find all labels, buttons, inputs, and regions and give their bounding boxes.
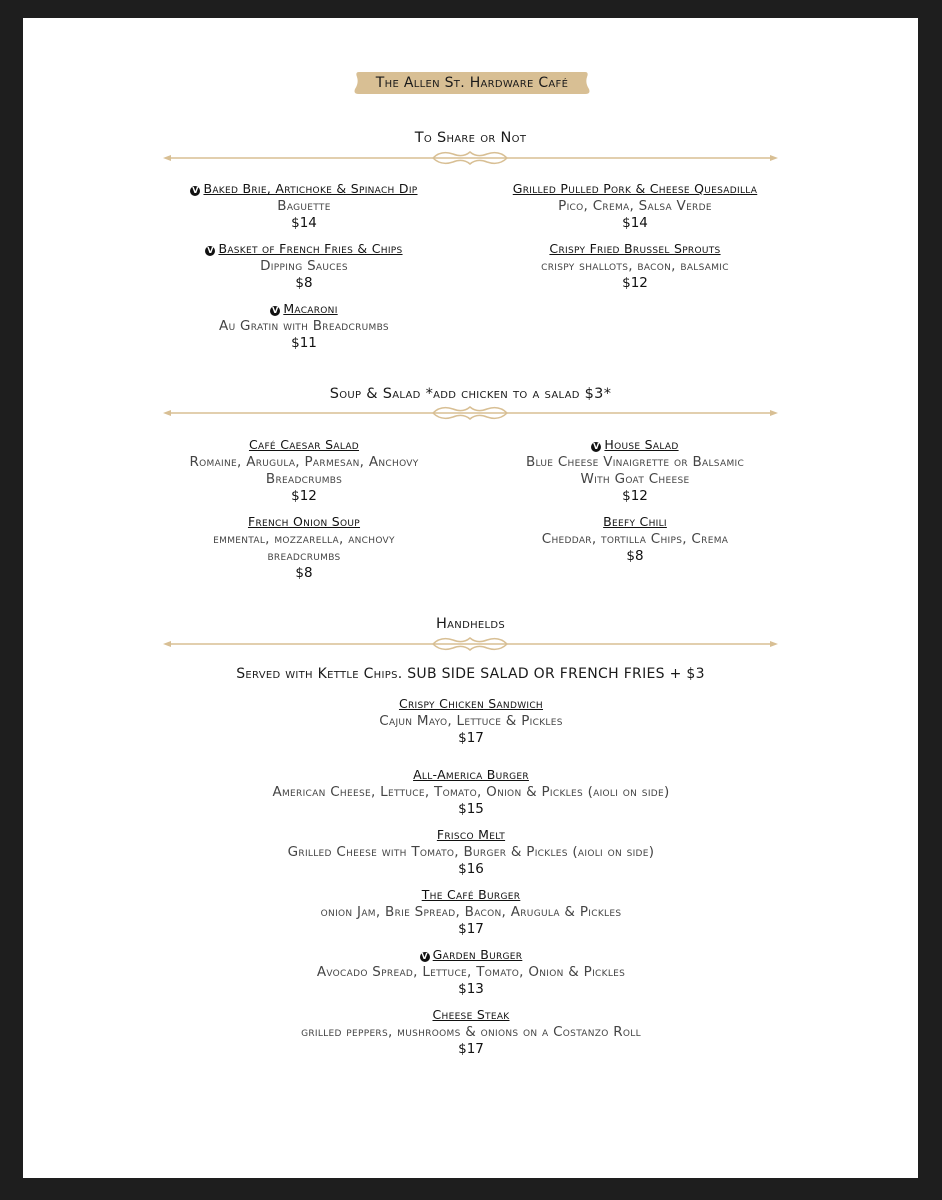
item-price: $17 [458, 921, 484, 937]
item-name: French Onion Soup [247, 514, 361, 529]
item-description: Baguette [277, 198, 331, 214]
item-description-line2: breadcrumbs [267, 548, 341, 564]
item-description: Au Gratin with Breadcrumbs [219, 318, 389, 334]
menu-item [124, 300, 484, 352]
item-description: grilled peppers, mushrooms & onions on a Costanzo Roll [301, 1024, 641, 1040]
ornament-divider-icon [163, 148, 778, 168]
menu-item [455, 513, 815, 565]
item-name: Grilled Pulled Pork & Cheese Quesadilla [512, 181, 758, 196]
item-price: $13 [458, 981, 484, 997]
item-description: Dipping Sauces [260, 258, 348, 274]
item-name: Frisco Melt [436, 827, 506, 842]
menu-item [455, 180, 815, 232]
item-description: Cajun Mayo, Lettuce & Pickles [379, 713, 563, 729]
item-name: V Macaroni [272, 301, 338, 316]
section-title-share: To Share or Not [414, 130, 527, 146]
item-description: Grilled Cheese with Tomato, Burger & Pickles (aioli on side) [287, 844, 655, 860]
menu-item [124, 436, 484, 505]
item-description-line2: Breadcrumbs [265, 471, 343, 487]
item-name: Café Caesar Salad [248, 437, 360, 452]
item-description: emmental, mozzarella, anchovy [213, 531, 395, 547]
menu-item [171, 1006, 771, 1058]
item-price: $17 [458, 1041, 484, 1057]
item-name: V Garden Burger [421, 947, 523, 962]
item-description: Romaine, Arugula, Parmesan, Anchovy [189, 454, 419, 470]
v-circle-icon: V [192, 186, 199, 195]
v-circle-icon: V [593, 442, 600, 451]
item-price: $17 [458, 730, 484, 746]
handhelds-note: Served with Kettle Chips. SUB SIDE SALAD OR FRENCH FRIES + $3 [236, 666, 705, 682]
item-name: Cheese Steak [432, 1007, 510, 1022]
menu-item [171, 946, 771, 998]
menu-item [455, 240, 815, 292]
item-name: V Baked Brie, Artichoke & Spinach Dip [192, 181, 418, 196]
menu-item [455, 436, 815, 505]
ornament-divider-icon [163, 634, 778, 654]
item-description: Cheddar, tortilla Chips, Crema [541, 531, 729, 547]
menu-item [124, 180, 484, 232]
menu-item [171, 886, 771, 938]
item-name: All-America Burger [413, 767, 529, 782]
item-description: Blue Cheese Vinaigrette or Balsamic [525, 454, 745, 470]
item-description: American Cheese, Lettuce, Tomato, Onion & Pickles (aioli on side) [272, 784, 670, 800]
item-description: crispy shallots, bacon, balsamic [541, 258, 729, 274]
menu-item [171, 826, 771, 878]
v-circle-icon: V [272, 306, 279, 315]
item-price: $11 [291, 335, 317, 351]
item-price: $14 [622, 215, 648, 231]
item-price: $12 [622, 488, 648, 504]
item-price: $8 [295, 275, 313, 291]
item-description-line2: With Goat Cheese [580, 471, 690, 487]
section-title-soup-salad: Soup & Salad *add chicken to a salad $3* [329, 386, 612, 402]
v-circle-icon: V [207, 246, 214, 255]
v-circle-icon: V [421, 952, 428, 961]
item-description: onion Jam, Brie Spread, Bacon, Arugula & Pickles [320, 904, 622, 920]
item-price: $16 [458, 861, 484, 877]
menu-item [124, 240, 484, 292]
section-title-handhelds: Handhelds [435, 616, 506, 632]
ornament-divider-icon [163, 403, 778, 423]
menu-page [23, 18, 918, 1178]
item-name: The Café Burger [421, 887, 521, 902]
item-name: Beefy Chili [603, 514, 667, 529]
item-description: Pico, Crema, Salsa Verde [558, 198, 712, 214]
item-name: Crispy Chicken Sandwich [398, 696, 544, 711]
menu-item [171, 695, 771, 747]
restaurant-title: The Allen St. Hardware Café [375, 75, 569, 91]
item-price: $8 [626, 548, 644, 564]
item-price: $15 [458, 801, 484, 817]
menu-item [171, 766, 771, 818]
item-price: $12 [291, 488, 317, 504]
item-name: Crispy Fried Brussel Sprouts [549, 241, 721, 256]
menu-item [124, 513, 484, 582]
item-name: V Basket of French Fries & Chips [207, 241, 403, 256]
item-price: $8 [295, 565, 313, 581]
item-description: Avocado Spread, Lettuce, Tomato, Onion & Pickles [316, 964, 626, 980]
item-price: $12 [622, 275, 648, 291]
title-banner [353, 68, 591, 98]
item-price: $14 [291, 215, 317, 231]
item-name: V House Salad [593, 437, 679, 452]
